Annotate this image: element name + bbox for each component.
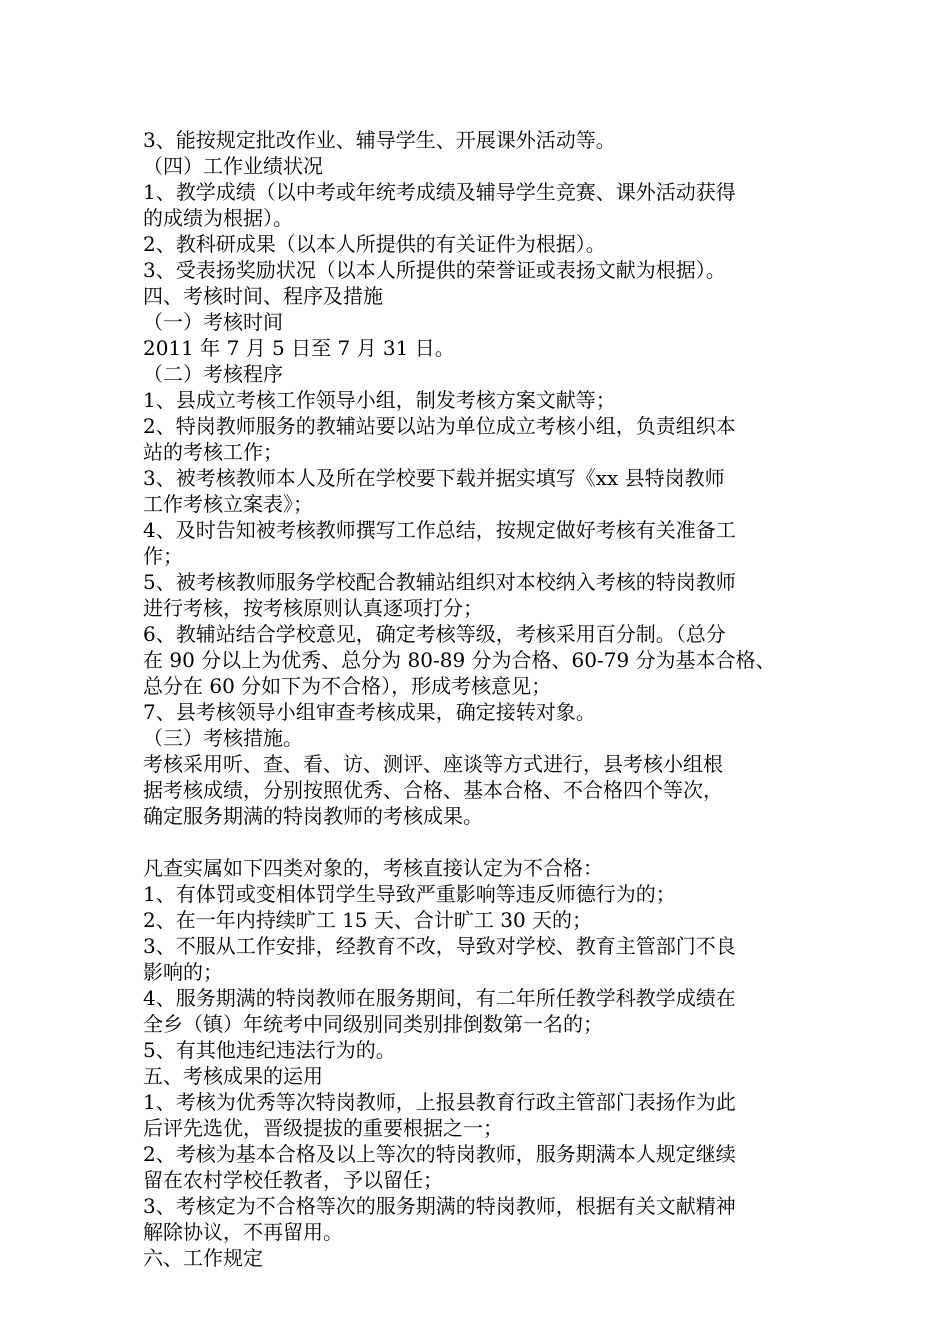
text-line: 的成绩为根据）。 — [143, 206, 293, 230]
text-line: 3、能按规定批改作业、辅导学生、开展课外活动等。 — [143, 128, 616, 152]
text-line: 站的考核工作； — [143, 440, 283, 464]
text-line: 凡查实属如下四类对象的，考核直接认定为不合格： — [143, 856, 603, 880]
text-line: 作； — [143, 544, 183, 568]
blank-line — [143, 829, 811, 855]
section-heading: （三）考核措施。 — [143, 726, 303, 750]
text-line: 3、考核定为不合格等次的服务期满的特岗教师，根据有关文献精神 — [143, 1194, 736, 1218]
section-heading: （二）考核程序 — [143, 362, 283, 386]
text-line: 影响的； — [143, 960, 223, 984]
text-line: 2、在一年内持续旷工 15 天、合计旷工 30 天的； — [143, 908, 593, 932]
text-line: 3、被考核教师本人及所在学校要下载并据实填写《xx 县特岗教师 — [143, 466, 725, 490]
text-line: 考核采用听、查、看、访、测评、座谈等方式进行，县考核小组根 — [143, 752, 723, 776]
text-line: 解除协议，不再留用。 — [143, 1220, 343, 1244]
section-heading: （一）考核时间 — [143, 310, 283, 334]
text-line: 1、县成立考核工作领导小组，制发考核方案文献等； — [143, 388, 616, 412]
text-line: 留在农村学校任教者，予以留任； — [143, 1168, 443, 1192]
text-line: 2、教科研成果（以本人所提供的有关证件为根据）。 — [143, 232, 606, 256]
text-line: 2、考核为基本合格及以上等次的特岗教师，服务期满本人规定继续 — [143, 1142, 736, 1166]
text-line: 3、受表扬奖励状况（以本人所提供的荣誉证或表扬文献为根据）。 — [143, 258, 726, 282]
text-line: 全乡（镇）年统考中同级别同类别排倒数第一名的； — [143, 1012, 603, 1036]
text-line: 7、县考核领导小组审查考核成果，确定接转对象。 — [143, 700, 596, 724]
text-line: 1、考核为优秀等次特岗教师，上报县教育行政主管部门表扬作为此 — [143, 1090, 736, 1114]
text-line: 2011 年 7 月 5 日至 7 月 31 日。 — [143, 336, 455, 360]
section-heading: （四）工作业绩状况 — [143, 154, 323, 178]
text-line: 4、服务期满的特岗教师在服务期间，有二年所任教学科教学成绩在 — [143, 986, 736, 1010]
text-line: 2、特岗教师服务的教辅站要以站为单位成立考核小组，负责组织本 — [143, 414, 736, 438]
section-heading: 六、工作规定 — [143, 1246, 263, 1270]
text-line: 在 90 分以上为优秀、总分为 80-89 分为合格、60-79 分为基本合格、 — [143, 648, 776, 672]
text-line: 总分在 60 分如下为不合格），形成考核意见； — [143, 674, 552, 698]
text-line: 据考核成绩，分别按照优秀、合格、基本合格、不合格四个等次， — [143, 778, 723, 802]
text-line: 5、有其他违纪违法行为的。 — [143, 1038, 396, 1062]
text-line: 6、教辅站结合学校意见，确定考核等级，考核采用百分制。（总分 — [143, 622, 726, 646]
text-line: 后评先选优，晋级提拔的重要根据之一； — [143, 1116, 503, 1140]
text-line: 5、被考核教师服务学校配合教辅站组织对本校纳入考核的特岗教师 — [143, 570, 736, 594]
text-line: 确定服务期满的特岗教师的考核成果。 — [143, 804, 483, 828]
text-line: 工作考核立案表》； — [143, 492, 313, 516]
section-heading: 五、考核成果的运用 — [143, 1064, 323, 1088]
document-body — [143, 127, 811, 1271]
text-line: 进行考核，按考核原则认真逐项打分； — [143, 596, 483, 620]
text-line: 3、不服从工作安排，经教育不改，导致对学校、教育主管部门不良 — [143, 934, 736, 958]
text-line: 4、及时告知被考核教师撰写工作总结，按规定做好考核有关准备工 — [143, 518, 736, 542]
text-line: 1、教学成绩（以中考或年统考成绩及辅导学生竞赛、课外活动获得 — [143, 180, 736, 204]
section-heading: 四、考核时间、程序及措施 — [143, 284, 383, 308]
text-line: 1、有体罚或变相体罚学生导致严重影响等违反师德行为的； — [143, 882, 676, 906]
